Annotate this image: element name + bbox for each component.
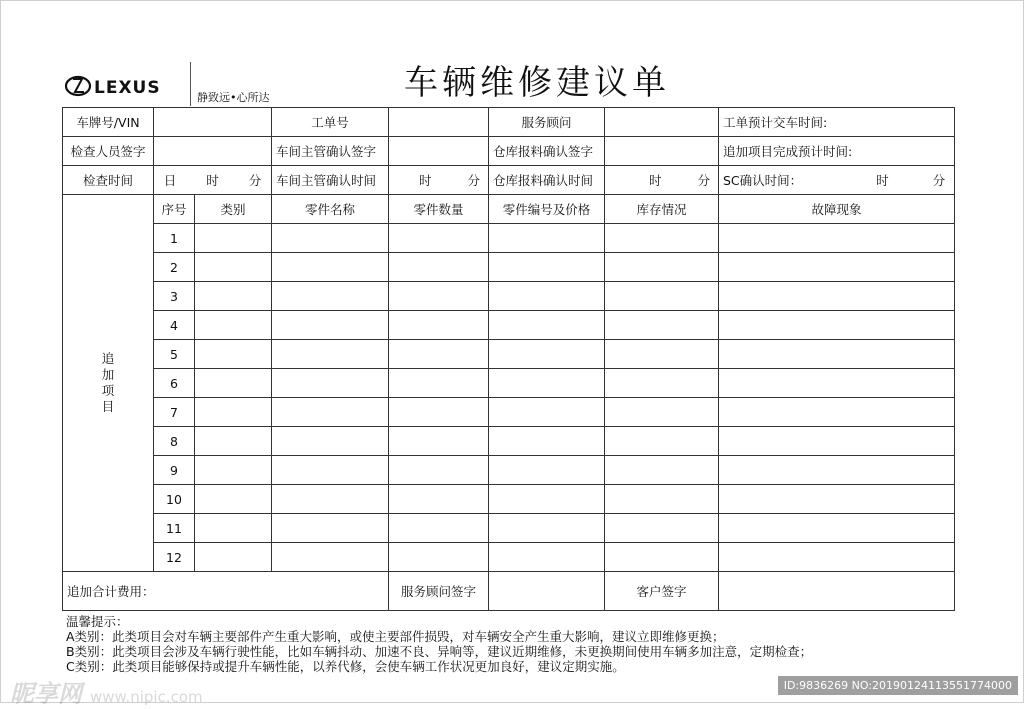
warehouse-time-label: 仓库报料确认时间: [489, 166, 605, 195]
category-cell[interactable]: [195, 282, 272, 311]
form-title-text: 车辆维修建议单: [404, 63, 670, 103]
footer-row: [63, 572, 955, 611]
part-number-cell[interactable]: [489, 427, 605, 456]
hour-unit: 时: [418, 173, 432, 188]
quantity-cell[interactable]: [389, 485, 489, 514]
part-number-cell[interactable]: [489, 340, 605, 369]
fault-cell[interactable]: [719, 456, 955, 485]
inspect-time-label: 检查时间: [63, 166, 154, 195]
category-cell[interactable]: [195, 311, 272, 340]
inspector-field[interactable]: [154, 137, 272, 166]
extra-items-label-text: 追加项目: [101, 351, 115, 414]
tips-title: 温馨提示：: [66, 614, 129, 629]
part-name-cell[interactable]: [272, 369, 389, 398]
table-row: [63, 224, 955, 253]
extra-eta-field[interactable]: 追加项目完成预计时间:: [719, 137, 955, 166]
order-label: 工单号: [272, 108, 389, 137]
row-index: 2: [154, 253, 195, 282]
table-row: [63, 485, 955, 514]
stock-cell[interactable]: [605, 514, 719, 543]
stock-cell[interactable]: [605, 224, 719, 253]
row-index: 12: [154, 543, 195, 572]
warehouse-sign-field[interactable]: [605, 137, 719, 166]
items-header-row: [63, 195, 955, 224]
part-number-cell[interactable]: [489, 485, 605, 514]
part-name-cell[interactable]: [272, 485, 389, 514]
table-row: [63, 456, 955, 485]
sc-time-label: SC确认时间：: [723, 173, 803, 188]
info-row-1: [63, 108, 955, 137]
fault-cell[interactable]: [719, 224, 955, 253]
extra-items-section-label: [63, 195, 154, 572]
part-name-cell[interactable]: [272, 282, 389, 311]
col-header-part-name: 零件名称: [272, 195, 389, 224]
table-row: [63, 543, 955, 572]
part-number-cell[interactable]: [489, 456, 605, 485]
watermark: [10, 674, 203, 709]
stock-cell[interactable]: [605, 485, 719, 514]
category-cell[interactable]: [195, 369, 272, 398]
table-row: [63, 253, 955, 282]
plate-field[interactable]: [154, 108, 272, 137]
supervisor-sign-field[interactable]: [389, 137, 489, 166]
plate-label: 车牌号/VIN: [63, 108, 154, 137]
part-number-cell[interactable]: [489, 253, 605, 282]
col-header-fault: 故障现象: [719, 195, 955, 224]
row-index: 11: [154, 514, 195, 543]
stock-cell[interactable]: [605, 398, 719, 427]
stock-cell[interactable]: [605, 456, 719, 485]
part-number-cell[interactable]: [489, 369, 605, 398]
row-index: 5: [154, 340, 195, 369]
total-cost-field[interactable]: 追加合计费用：: [63, 572, 389, 611]
customer-sign-field[interactable]: [719, 572, 955, 611]
info-row-3: [63, 166, 955, 195]
table-row: [63, 340, 955, 369]
stock-cell[interactable]: [605, 282, 719, 311]
stock-cell[interactable]: [605, 369, 719, 398]
slogan: 静致远•心所达: [197, 91, 270, 104]
row-index: 6: [154, 369, 195, 398]
table-row: [63, 514, 955, 543]
minute-unit: 分: [467, 173, 480, 188]
svg-text:LEXUS: LEXUS: [94, 78, 161, 98]
watermark-brand: 昵享网: [10, 680, 82, 708]
part-name-cell[interactable]: [272, 514, 389, 543]
part-name-cell[interactable]: [272, 398, 389, 427]
order-field[interactable]: [389, 108, 489, 137]
fault-cell[interactable]: [719, 485, 955, 514]
hour-unit: 时: [648, 173, 662, 188]
quantity-cell[interactable]: [389, 282, 489, 311]
stock-cell[interactable]: [605, 543, 719, 572]
category-cell[interactable]: [195, 543, 272, 572]
fault-cell[interactable]: [719, 311, 955, 340]
quantity-cell[interactable]: [389, 514, 489, 543]
customer-sign-label: 客户签字: [605, 572, 719, 611]
col-header-category: 类别: [195, 195, 272, 224]
category-cell[interactable]: [195, 514, 272, 543]
advisor-sign-field[interactable]: [489, 572, 605, 611]
tips-section: [66, 614, 812, 674]
fault-cell[interactable]: [719, 340, 955, 369]
fault-cell[interactable]: [719, 398, 955, 427]
row-index: 10: [154, 485, 195, 514]
stock-cell[interactable]: [605, 311, 719, 340]
supervisor-time-label: 车间主管确认时间: [272, 166, 389, 195]
fault-cell[interactable]: [719, 543, 955, 572]
minute-unit: 分: [932, 173, 946, 188]
fault-cell[interactable]: [719, 427, 955, 456]
table-row: [63, 282, 955, 311]
category-cell[interactable]: [195, 427, 272, 456]
part-name-cell[interactable]: [272, 253, 389, 282]
row-index: 8: [154, 427, 195, 456]
fault-cell[interactable]: [719, 253, 955, 282]
row-index: 7: [154, 398, 195, 427]
col-header-quantity: 零件数量: [389, 195, 489, 224]
tip-line-a: A类别：此类项目会对车辆主要部件产生重大影响，或使主要部件损毁，对车辆安全产生重大影响，建议立即维修更换；: [66, 629, 725, 644]
part-number-cell[interactable]: [489, 311, 605, 340]
repair-form-table: [62, 107, 955, 611]
eta-field[interactable]: 工单预计交车时间:: [719, 108, 955, 137]
fault-cell[interactable]: [719, 514, 955, 543]
part-name-cell[interactable]: [272, 543, 389, 572]
hour-unit: 时: [206, 173, 219, 188]
quantity-cell[interactable]: [389, 456, 489, 485]
inspector-label: 检查人员签字: [63, 137, 154, 166]
table-row: [63, 369, 955, 398]
advisor-field[interactable]: [605, 108, 719, 137]
quantity-cell[interactable]: [389, 369, 489, 398]
image-id-badge: ID:9836269 NO:20190124113551774000: [778, 676, 1018, 695]
stock-cell[interactable]: [605, 253, 719, 282]
tip-line-c: C类别：此类项目能够保持或提升车辆性能，以养代修，会使车辆工作状况更加良好，建议定期实施。: [66, 659, 625, 674]
quantity-cell[interactable]: [389, 224, 489, 253]
quantity-cell[interactable]: [389, 398, 489, 427]
part-name-cell[interactable]: [272, 224, 389, 253]
quantity-cell[interactable]: [389, 311, 489, 340]
category-cell[interactable]: [195, 340, 272, 369]
part-name-cell[interactable]: [272, 311, 389, 340]
part-number-cell[interactable]: [489, 514, 605, 543]
category-cell[interactable]: [195, 485, 272, 514]
day-unit: 日: [163, 173, 177, 188]
part-number-cell[interactable]: [489, 398, 605, 427]
advisor-label: 服务顾问: [489, 108, 605, 137]
col-header-index: 序号: [154, 195, 195, 224]
table-row: [63, 398, 955, 427]
row-index: 4: [154, 311, 195, 340]
row-index: 3: [154, 282, 195, 311]
fault-cell[interactable]: [719, 282, 955, 311]
stock-cell[interactable]: [605, 340, 719, 369]
tip-line-b: B类别：此类项目会涉及车辆行驶性能，比如车辆抖动、加速不良、异响等，建议近期维修，未更换期间使用车辆多加注意，定期检查；: [66, 644, 813, 659]
sc-time-field[interactable]: [719, 166, 955, 195]
category-cell[interactable]: [195, 398, 272, 427]
table-row: [63, 311, 955, 340]
supervisor-time-field[interactable]: [389, 166, 489, 195]
part-number-cell[interactable]: [489, 224, 605, 253]
category-cell[interactable]: [195, 456, 272, 485]
warehouse-time-field[interactable]: [605, 166, 719, 195]
category-cell[interactable]: [195, 224, 272, 253]
part-name-cell[interactable]: [272, 340, 389, 369]
quantity-cell[interactable]: [389, 340, 489, 369]
quantity-cell[interactable]: [389, 253, 489, 282]
part-number-cell[interactable]: [489, 282, 605, 311]
form-title: [0, 55, 1024, 104]
table-row: [63, 427, 955, 456]
stock-cell[interactable]: [605, 427, 719, 456]
minute-unit: 分: [697, 173, 710, 188]
fault-cell[interactable]: [719, 369, 955, 398]
row-index: 9: [154, 456, 195, 485]
col-header-part-number-price: 零件编号及价格: [489, 195, 605, 224]
part-name-cell[interactable]: [272, 427, 389, 456]
quantity-cell[interactable]: [389, 543, 489, 572]
quantity-cell[interactable]: [389, 427, 489, 456]
hour-unit: 时: [876, 173, 889, 188]
row-index: 1: [154, 224, 195, 253]
warehouse-sign-label: 仓库报料确认签字: [489, 137, 605, 166]
minute-unit: 分: [248, 173, 262, 188]
supervisor-sign-label: 车间主管确认签字: [272, 137, 389, 166]
part-name-cell[interactable]: [272, 456, 389, 485]
category-cell[interactable]: [195, 253, 272, 282]
part-number-cell[interactable]: [489, 543, 605, 572]
watermark-site: www.nipic.com: [90, 688, 203, 706]
advisor-sign-label: 服务顾问签字: [389, 572, 489, 611]
inspect-time-field[interactable]: [154, 166, 272, 195]
col-header-stock: 库存情况: [605, 195, 719, 224]
info-row-2: [63, 137, 955, 166]
